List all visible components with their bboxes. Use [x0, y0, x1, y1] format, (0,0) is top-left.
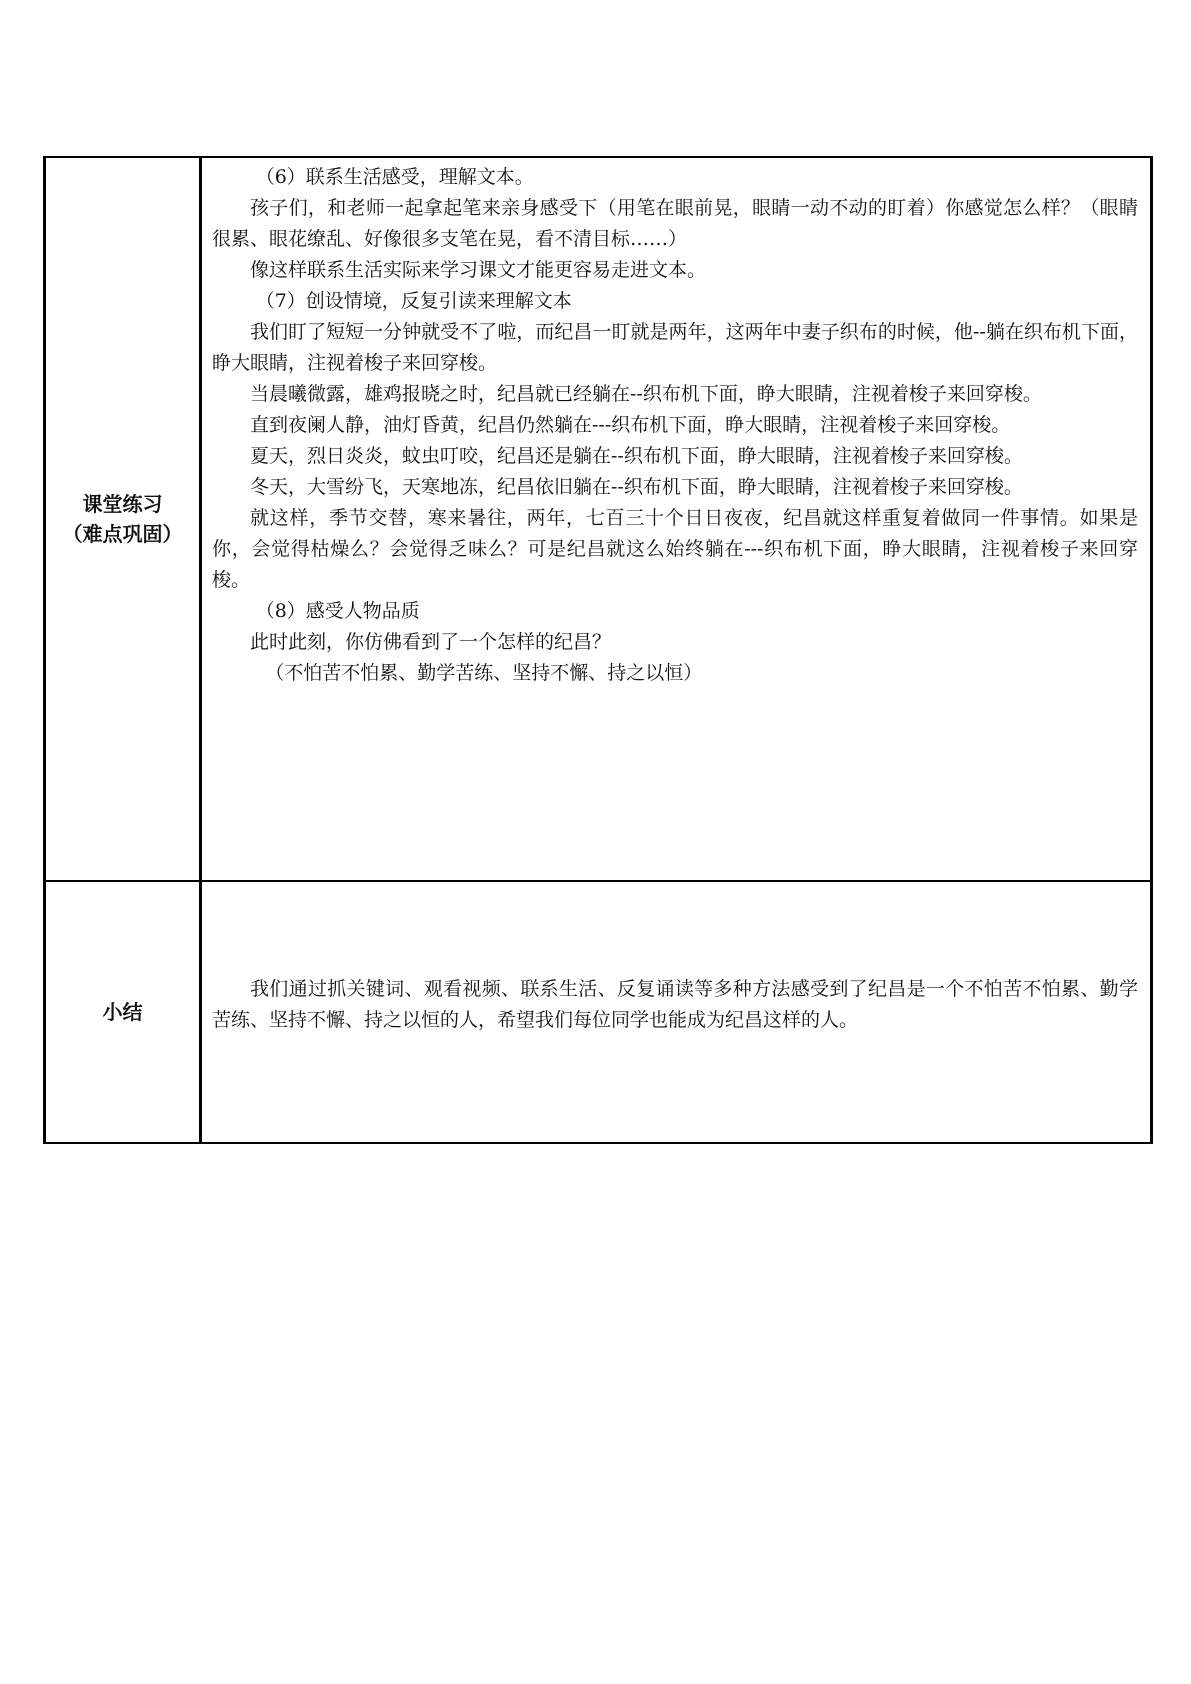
content-paragraph: 直到夜阑人静，油灯昏黄，纪昌仍然躺在---织布机下面，睁大眼睛，注视着梭子来回穿梭。: [250, 414, 1011, 436]
table-row-practice: [45, 157, 1152, 881]
row-content-practice: [201, 157, 1152, 881]
row-content-summary: [201, 881, 1152, 1143]
table-row-summary: [45, 881, 1152, 1143]
content-paragraph: 我们盯了短短一分钟就受不了啦，而纪昌一盯就是两年，这两年中妻子织布的时候，他--躺在织布机下面，睁大眼睛，注视着梭子来回穿梭。: [212, 321, 1138, 374]
content-paragraph: （8）感受人物品质: [255, 600, 420, 622]
row-label-line: 课堂练习: [82, 492, 163, 516]
content-paragraph: （6）联系生活感受，理解文本。: [255, 166, 534, 188]
content-paragraph: 冬天，大雪纷飞，天寒地冻，纪昌依旧躺在--织布机下面，睁大眼睛，注视着梭子来回穿梭。: [250, 476, 1023, 498]
content-paragraph: 此时此刻，你仿佛看到了一个怎样的纪昌？: [250, 631, 612, 653]
row-label-summary: [45, 881, 201, 1143]
row-label-line: （难点巩固）: [62, 522, 183, 546]
row-label-line: 小结: [102, 1000, 143, 1024]
content-paragraph: 夏天，烈日炎炎，蚊虫叮咬，纪昌还是躺在--织布机下面，睁大眼睛，注视着梭子来回穿梭。: [250, 445, 1023, 467]
content-paragraph: 我们通过抓关键词、观看视频、联系生活、反复诵读等多种方法感受到了纪昌是一个不怕苦不怕累、勤学苦练、坚持不懈、持之以恒的人，希望我们每位同学也能成为纪昌这样的人。: [212, 978, 1138, 1031]
content-paragraph: 像这样联系生活实际来学习课文才能更容易走进文本。: [250, 259, 707, 281]
content-paragraph: 就这样，季节交替，寒来暑往，两年，七百三十个日日夜夜，纪昌就这样重复着做同一件事情。如果是你，会觉得枯燥么？会觉得乏味么？可是纪昌就这么始终躺在---织布机下面，睁大眼睛，注视着梭子来回穿梭。: [212, 507, 1138, 591]
row-label-practice: [45, 157, 201, 881]
content-paragraph: （7）创设情境，反复引读来理解文本: [255, 290, 572, 312]
lesson-plan-table: [43, 156, 1153, 1144]
content-paragraph: （不怕苦不怕累、勤学苦练、坚持不懈、持之以恒）: [265, 662, 703, 684]
content-paragraph: 孩子们，和老师一起拿起笔来亲身感受下（用笔在眼前晃，眼睛一动不动的盯着）你感觉怎么样？（眼睛很累、眼花缭乱、好像很多支笔在晃，看不清目标……）: [212, 197, 1138, 250]
content-paragraph: 当晨曦微露，雄鸡报晓之时，纪昌就已经躺在--织布机下面，睁大眼睛，注视着梭子来回穿梭。: [250, 383, 1042, 405]
